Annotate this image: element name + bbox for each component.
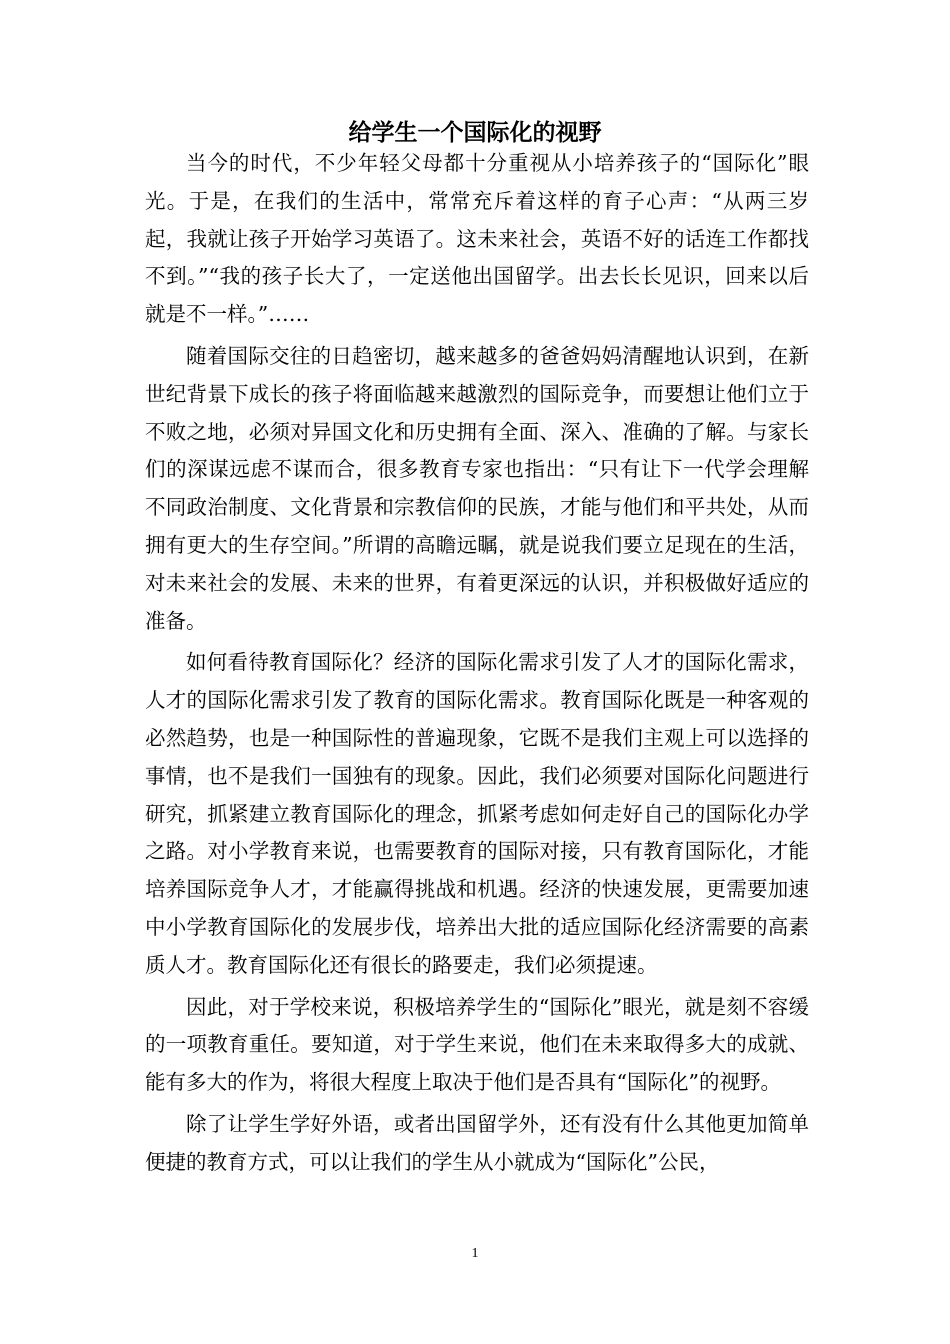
paragraph-4: 因此，对于学校来说，积极培养学生的“国际化”眼光，就是刻不容缓的一项教育重任。要知道，对于学生来说，他们在未来取得多大的成就、能有多大的作为，将很大程度上取决于他们是否具有“国际化”的视野。 bbox=[145, 994, 809, 1095]
paragraph-2: 随着国际交往的日趋密切，越来越多的爸爸妈妈清醒地认识到，在新世纪背景下成长的孩子将面临越来越激烈的国际竞争，而要想让他们立于不败之地，必须对异国文化和历史拥有全面、深入、准确的了解。与家长们的深谋远虑不谋而合，很多教育专家也指出：“只有让下一代学会理解不同政治制度、文化背景和宗教信仰的民族，才能与他们和平共处，从而拥有更大的生存空间。”所谓的高瞻远瞩，就是说我们要立足现在的生活，对未来社会的发展、未来的世界，有着更深远的认识，并积极做好适应的准备。 bbox=[145, 343, 809, 633]
document-body bbox=[145, 145, 809, 1182]
page-number: 1 bbox=[471, 1246, 479, 1261]
document-title: 给学生一个国际化的视野 bbox=[348, 120, 602, 146]
paragraph-3: 如何看待教育国际化？经济的国际化需求引发了人才的国际化需求，人才的国际化需求引发了教育的国际化需求。教育国际化既是一种客观的必然趋势，也是一种国际性的普遍现象，它既不是我们主观上可以选择的事情，也不是我们一国独有的现象。因此，我们必须要对国际化问题进行研究，抓紧建立教育国际化的理念，抓紧考虑如何走好自己的国际化办学之路。对小学教育来说，也需要教育的国际对接，只有教育国际化，才能培养国际竞争人才，才能赢得挑战和机遇。经济的快速发展，更需要加速中小学教育国际化的发展步伐，培养出大批的适应国际化经济需要的高素质人才。教育国际化还有很长的路要走，我们必须提速。 bbox=[145, 650, 809, 977]
paragraph-1: 当今的时代，不少年轻父母都十分重视从小培养孩子的“国际化”眼光。于是，在我们的生活中，常常充斥着这样的育子心声：“从两三岁起，我就让孩子开始学习英语了。这未来社会，英语不好的话连工作都找不到。”“我的孩子长大了，一定送他出国留学。出去长长见识，回来以后就是不一样。”…… bbox=[145, 151, 809, 327]
paragraph-5: 除了让学生学好外语，或者出国留学外，还有没有什么其他更加简单便捷的教育方式，可以让我们的学生从小就成为“国际化”公民， bbox=[145, 1111, 809, 1174]
